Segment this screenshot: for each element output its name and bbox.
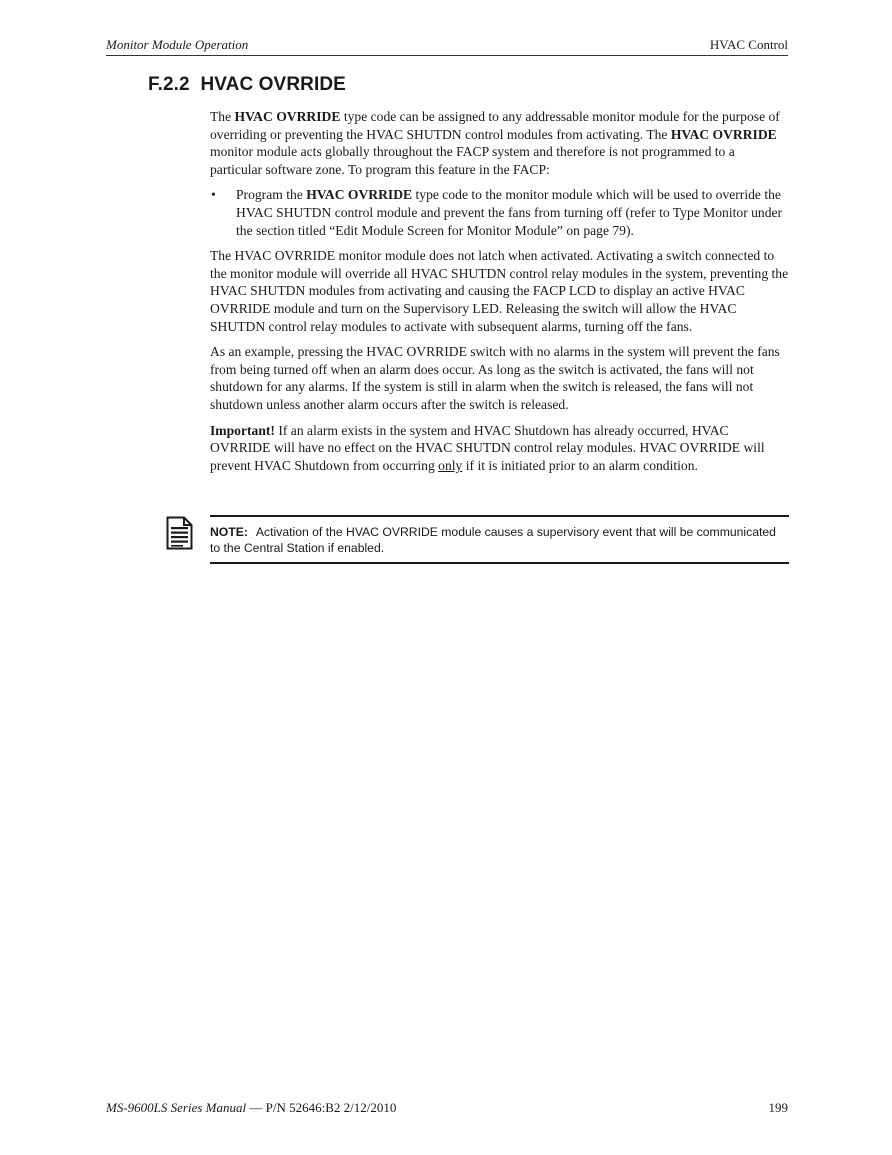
section-title-text: HVAC OVRRIDE [200, 74, 346, 95]
example-paragraph: As an example, pressing the HVAC OVRRIDE switch with no alarms in the system will prevent the fans from being turned off when an alarm does occur. As long as the switch is activated, the fans will not shutdown for any alarms. If the system is still in alarm when the switch is released, the fans will not shutdown unless another alarm occurs after the switch is released. [210, 344, 780, 412]
footer-manual-title: MS-9600LS Series Manual [106, 1100, 247, 1115]
section-number: F.2.2 [148, 74, 190, 95]
section-heading [148, 74, 346, 96]
text-run: The [210, 109, 235, 124]
text-run: If an alarm exists in the system and HVAC Shutdown has already occurred, HVAC OVRRIDE will have no effect on the HVAC SHUTDN control relay modules. HVAC OVRRIDE will prevent HVAC Shutdown from occurring [210, 422, 765, 473]
text-run: monitor module acts globally throughout the FACP system and therefore is not programmed to a particular software zone. To program this feature in the FACP: [210, 144, 735, 177]
intro-paragraph [210, 108, 790, 178]
header-section-title: HVAC Control [709, 37, 788, 52]
footer-part-number: — P/N 52646:B2 2/12/2010 [246, 1100, 397, 1115]
page-number: 199 [768, 1100, 788, 1115]
header-chapter-title: Monitor Module Operation [106, 37, 249, 52]
bold-term: HVAC OVRRIDE [306, 187, 413, 203]
important-paragraph [210, 422, 790, 475]
latch-paragraph: The HVAC OVRRIDE monitor module does not latch when activated. Activating a switch connected to the monitor module will override all HVAC SHUTDN control relay modules in the system, preventing the HVAC SHUTDN modules from activating and causing the FACP LCD to display an active HVAC OVRRIDE module and turn on the Supervisory LED. Releasing the switch will allow the HVAC SHUTDN control relay modules to activate with subsequent alarms, turning off the fans. [210, 248, 789, 334]
bold-term: HVAC OVRRIDE [234, 109, 341, 124]
footer-manual-info [106, 1100, 396, 1116]
section-body [210, 108, 790, 482]
text-run: Program the [236, 187, 307, 203]
bullet-item [210, 186, 790, 239]
note-box [210, 515, 789, 564]
note-label: NOTE: [210, 525, 248, 539]
text-run: if it is initiated prior to an alarm condition. [462, 457, 698, 473]
text-run: type code can be assigned to any addressable monitor module for the purpose of overriding or preventing the HVAC SHUTDN control modules from activating. The [210, 109, 780, 142]
bullet-mark: • [211, 187, 216, 203]
page-header [106, 36, 788, 56]
note-text: Activation of the HVAC OVRRIDE module causes a supervisory event that will be communicated to the Central Station if enabled. [210, 525, 776, 555]
bold-term: HVAC OVRRIDE [670, 126, 777, 142]
important-label: Important! [210, 422, 275, 438]
text-run: type code to the monitor module which will be used to override the HVAC SHUTDN control module and prevent the fans from turning off (refer to Type Monitor under the section titled “Edit Module Screen for Monitor Module” on page 79). [236, 187, 783, 238]
note-document-icon [166, 516, 193, 550]
underlined-word: only [438, 457, 463, 473]
